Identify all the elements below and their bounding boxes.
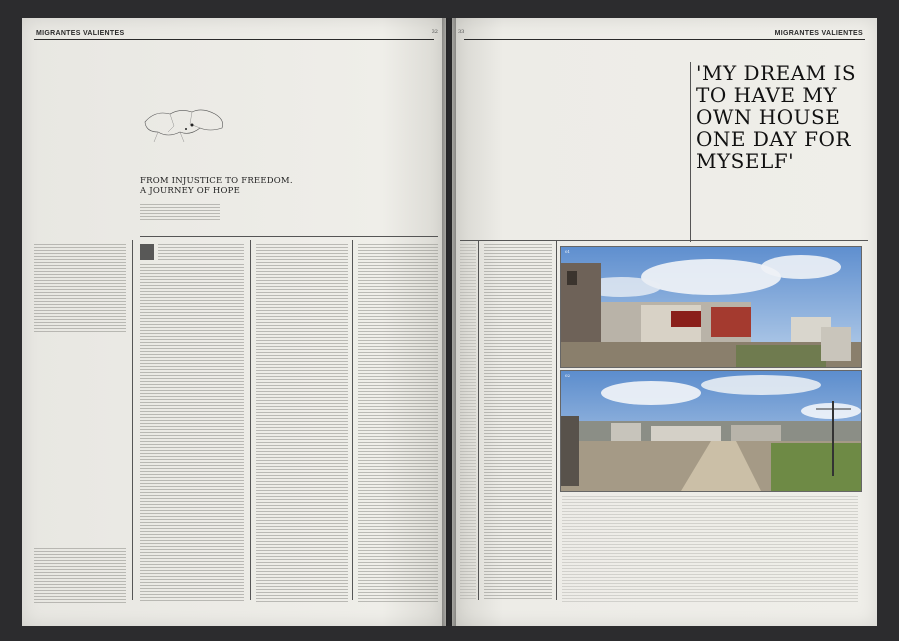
drop-cap — [140, 244, 154, 260]
right-page — [452, 18, 877, 626]
column-3-text — [358, 244, 438, 604]
right-column-1-text — [484, 244, 552, 600]
left-page-header: MIGRANTES VALIENTES — [36, 30, 125, 37]
right-section-rule — [460, 240, 868, 241]
left-page — [22, 18, 446, 626]
column-rule-2 — [352, 240, 353, 600]
section-rule — [140, 236, 438, 237]
right-header-rule — [464, 39, 865, 40]
side-note-top — [34, 244, 126, 334]
refugee-camp-photo-1 — [560, 246, 862, 368]
photo-1-number: 01 — [565, 249, 571, 254]
refugee-camp-photo-2 — [560, 370, 862, 492]
right-page-number: 33 — [458, 29, 465, 35]
article-title-line2: A JOURNEY OF HOPE — [140, 186, 241, 196]
byline-block — [140, 204, 220, 222]
pull-quote-rule — [690, 62, 691, 242]
spine-shadow — [442, 18, 456, 626]
margin-rule — [132, 240, 133, 600]
article-title-line1: FROM INJUSTICE TO FREEDOM. — [140, 176, 293, 186]
photo-2-number: 02 — [565, 373, 571, 378]
column-1-lead — [158, 244, 244, 262]
right-column-2-text — [460, 244, 476, 600]
pull-quote: 'MY DREAM IS TO HAVE MY OWN HOUSE ONE DAY FOR MYSELF' — [696, 61, 857, 173]
article-title — [140, 176, 293, 196]
right-column-rule-2 — [478, 240, 479, 600]
column-1-text — [140, 264, 244, 602]
left-page-number: 32 — [431, 29, 438, 35]
right-column-3-text — [562, 496, 858, 602]
left-header-rule — [34, 39, 434, 40]
map-icon — [140, 102, 230, 152]
right-column-rule-1 — [556, 240, 557, 600]
column-2-text — [256, 244, 348, 604]
photo-2-image — [561, 371, 861, 491]
right-page-header: MIGRANTES VALIENTES — [774, 30, 863, 37]
side-note-bottom — [34, 548, 126, 604]
photo-1-image — [561, 247, 861, 367]
column-rule-1 — [250, 240, 251, 600]
